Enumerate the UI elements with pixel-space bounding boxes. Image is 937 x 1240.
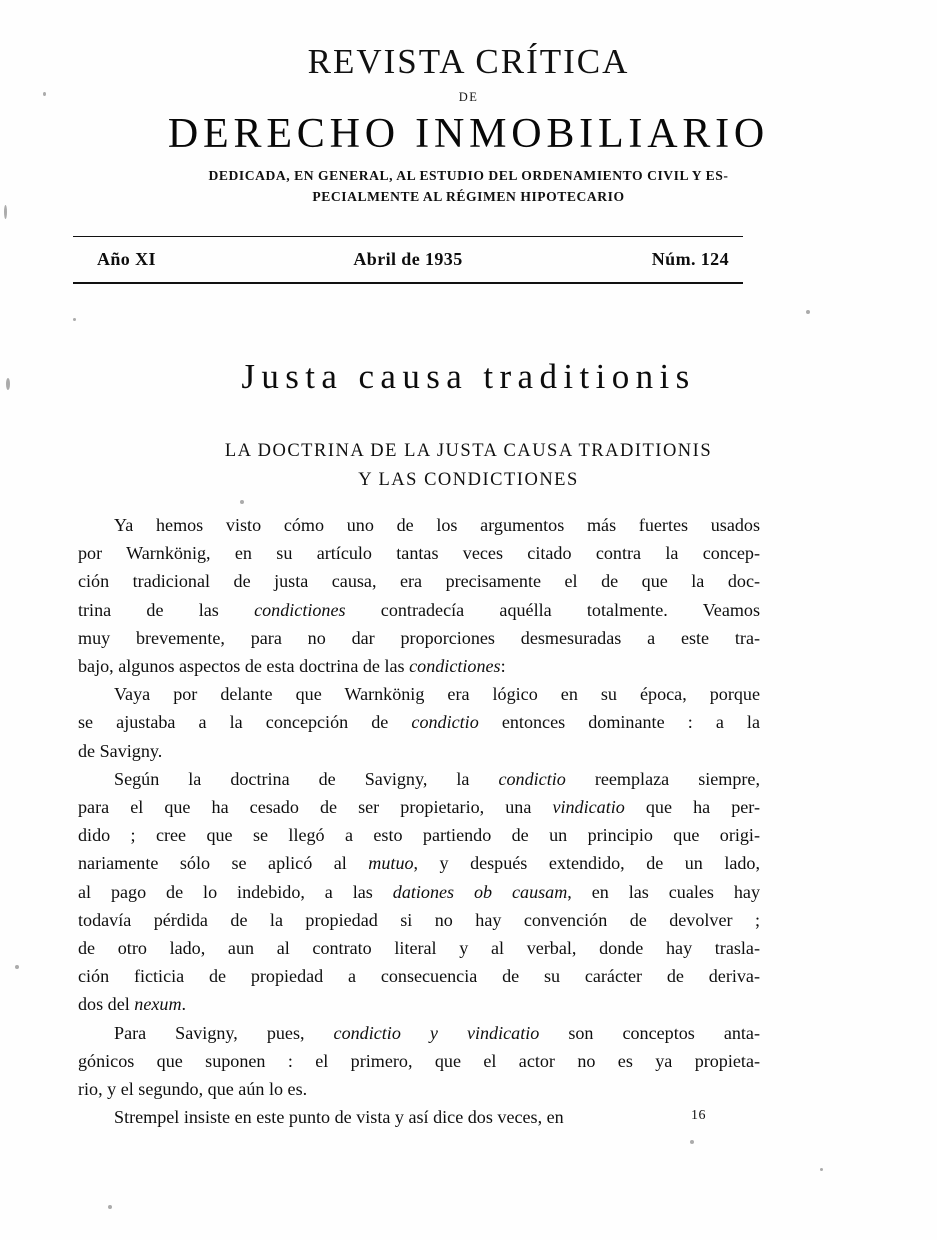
line: Strempel insiste en este punto de vista y así dice dos veces, en bbox=[114, 1107, 564, 1128]
masthead bbox=[0, 44, 937, 207]
line: todavía pérdida de la propiedad si no hay convención de devolver ; bbox=[78, 909, 760, 930]
line: Para Savigny, pues, condictio y vindicatio son conceptos anta- bbox=[114, 1022, 760, 1043]
line: al pago de lo indebido, a las dationes ob causam, en las cuales hay bbox=[78, 881, 760, 902]
article-subtitle-line-2: Y LAS CONDICTIONES bbox=[358, 469, 579, 490]
article-title: Justa causa traditionis bbox=[241, 357, 696, 396]
line: dos del nexum. bbox=[78, 994, 187, 1015]
line: ción tradicional de justa causa, era precisamente el de que la doc- bbox=[78, 571, 760, 592]
line: dido ; cree que se llegó a esto partiendo de un principio que origi- bbox=[78, 825, 760, 846]
article-body bbox=[78, 511, 760, 1131]
line: rio, y el segundo, que aún lo es. bbox=[78, 1079, 308, 1100]
issue-bar bbox=[73, 236, 743, 284]
journal-de-label: DE bbox=[458, 90, 479, 104]
scan-speckle bbox=[4, 205, 7, 219]
issue-year: Año XI bbox=[97, 249, 156, 269]
line: por Warnkönig, en su artículo tantas veces citado contra la concep- bbox=[78, 543, 760, 564]
scan-speckle bbox=[6, 378, 10, 390]
line: Según la doctrina de Savigny, la condictio reemplaza siempre, bbox=[114, 768, 760, 789]
line: trina de las condictiones contradecía aquélla totalmente. Veamos bbox=[78, 599, 761, 620]
line: muy brevemente, para no dar proporciones desmesuradas a este tra- bbox=[78, 627, 760, 648]
scan-speckle bbox=[806, 310, 810, 314]
line: de otro lado, aun al contrato literal y al verbal, donde hay trasla- bbox=[78, 938, 760, 959]
line: se ajustaba a la concepción de condictio entonces dominante : a la bbox=[78, 712, 760, 733]
paragraph-1 bbox=[78, 511, 760, 680]
scan-speckle bbox=[240, 500, 244, 504]
line: Vaya por delante que Warnkönig era lógico en su época, porque bbox=[114, 684, 760, 705]
scan-speckle bbox=[690, 1140, 694, 1144]
article-subtitle bbox=[0, 437, 937, 494]
journal-dedication bbox=[124, 166, 814, 207]
line: ción ficticia de propiedad a consecuencia de su carácter de deriva- bbox=[78, 966, 760, 987]
signature-mark: 16 bbox=[691, 1108, 706, 1123]
line: Ya hemos visto cómo uno de los argumentos más fuertes usados bbox=[114, 515, 760, 535]
journal-main-title: DERECHO INMOBILIARIO bbox=[167, 111, 770, 157]
line: bajo, algunos aspectos de esta doctrina de las condictiones: bbox=[78, 656, 506, 677]
line: nariamente sólo se aplicó al mutuo, y después extendido, de un lado, bbox=[78, 853, 761, 874]
dedication-line-1: DEDICADA, EN GENERAL, AL ESTUDIO DEL ORDENAMIENTO CIVIL Y ES- bbox=[208, 168, 729, 184]
line: gónicos que suponen : el primero, que el actor no es ya propieta- bbox=[78, 1050, 760, 1071]
scan-speckle bbox=[15, 965, 19, 969]
paragraph-2 bbox=[78, 680, 760, 765]
dedication-line-2: PECIALMENTE AL RÉGIMEN HIPOTECARIO bbox=[312, 188, 625, 204]
article-subtitle-line-1: LA DOCTRINA DE LA JUSTA CAUSA TRADITIONIS bbox=[224, 441, 713, 461]
scan-speckle bbox=[43, 92, 46, 96]
issue-number: Núm. 124 bbox=[651, 249, 729, 269]
scan-speckle bbox=[108, 1205, 112, 1209]
line: para el que ha cesado de ser propietario, una vindicatio que ha per- bbox=[78, 797, 760, 818]
journal-title: REVISTA CRÍTICA bbox=[307, 42, 630, 81]
paragraph-4 bbox=[78, 1019, 760, 1104]
issue-date: Abril de 1935 bbox=[353, 249, 463, 269]
scan-speckle bbox=[820, 1168, 823, 1171]
paragraph-3 bbox=[78, 765, 760, 1019]
scan-speckle bbox=[73, 318, 76, 321]
line: de Savigny. bbox=[78, 740, 163, 761]
